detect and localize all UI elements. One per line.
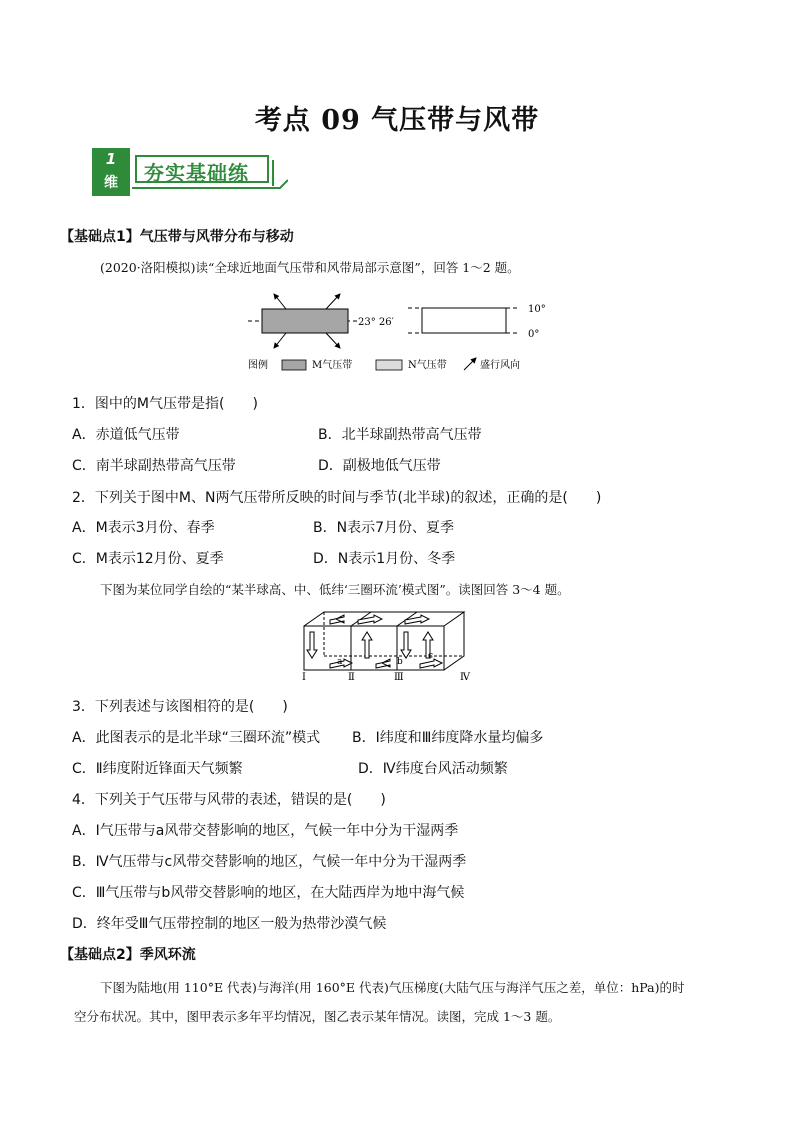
banner-badge-number: 1	[105, 150, 117, 168]
page-title: 考点 09 气压带与风带	[254, 105, 540, 136]
banner-label: 夯实基础练	[144, 161, 249, 185]
lat-label-1: Ⅰ	[302, 672, 306, 682]
banner-badge-text: 维	[104, 175, 118, 191]
q4-stem: 4．下列关于气压带与风带的表述，错误的是( )	[72, 792, 386, 808]
q3-option-b[interactable]: B．Ⅰ纬度和Ⅲ纬度降水量均偏多	[352, 730, 544, 746]
cell-c-label: c	[428, 651, 434, 661]
q1-option-a[interactable]: A．赤道低气压带	[72, 427, 180, 443]
figure-three-cell	[300, 606, 500, 682]
q1-option-c[interactable]: C．南半球副热带高气压带	[72, 458, 236, 474]
q3-option-c[interactable]: C．Ⅱ纬度附近锋面天气频繁	[72, 761, 243, 777]
intro-monsoon-line1: 下图为陆地(用 110°E 代表)与海洋(用 160°E 代表)气压梯度(大陆气压与海洋气压之差，单位：hPa)的时	[100, 980, 685, 995]
q3-stem: 3．下列表述与该图相符的是( )	[72, 699, 288, 715]
lat-label-4: Ⅳ	[460, 672, 470, 682]
q1-option-b[interactable]: B．北半球副热带高气压带	[318, 427, 482, 443]
n-belt-rect	[422, 308, 506, 333]
q1-option-d[interactable]: D．副极地低气压带	[318, 458, 441, 474]
intro-q3-4: 下图为某位同学自绘的“某半球高、中、低纬‘三圈环流’模式图”。读图回答 3～4 题。	[100, 582, 570, 597]
q2-stem: 2．下列关于图中M、N两气压带所反映的时间与季节(北半球)的叙述，正确的是( )	[72, 490, 602, 506]
legend-title: 图例	[248, 360, 268, 371]
lat-label-2: Ⅱ	[348, 672, 355, 682]
intro-monsoon-line2: 空分布状况。其中，图甲表示多年平均情况，图乙表示某年情况。读图，完成 1～3 题。	[74, 1009, 561, 1024]
q4-option-c[interactable]: C．Ⅲ气压带与b风带交替影响的地区，在大陆西岸为地中海气候	[72, 885, 465, 901]
q2-option-b[interactable]: B．N表示7月份、夏季	[313, 520, 454, 536]
lat-10-label: 10°	[528, 304, 546, 315]
section-heading-2: 【基础点2】季风环流	[60, 947, 196, 963]
figure-pressure-belts	[248, 286, 568, 376]
legend-m: M气压带	[312, 360, 353, 371]
lat-0-label: 0°	[528, 329, 540, 340]
m-belt-rect	[262, 309, 348, 333]
q1-stem: 1．图中的M气压带是指( )	[72, 396, 258, 412]
q3-option-a[interactable]: A．此图表示的是北半球“三圈环流”模式	[72, 730, 321, 746]
q3-option-d[interactable]: D．Ⅳ纬度台风活动频繁	[358, 761, 508, 777]
q2-option-d[interactable]: D．N表示1月份、冬季	[313, 551, 456, 567]
q4-option-b[interactable]: B．Ⅳ气压带与c风带交替影响的地区，气候一年中分为干湿两季	[72, 854, 467, 870]
legend-n: N气压带	[408, 360, 447, 371]
section-heading-1: 【基础点1】气压带与风带分布与移动	[60, 229, 294, 245]
q4-option-d[interactable]: D．终年受Ⅲ气压带控制的地区一般为热带沙漠气候	[72, 916, 387, 932]
q2-option-a[interactable]: A．M表示3月份、春季	[72, 520, 215, 536]
lat-label-3: Ⅲ	[394, 672, 404, 682]
q4-option-a[interactable]: A．Ⅰ气压带与a风带交替影响的地区，气候一年中分为干湿两季	[72, 823, 459, 839]
section-banner	[92, 148, 288, 196]
cell-a-label: a	[337, 657, 343, 667]
lat-23-label: 23° 26′	[358, 317, 394, 328]
intro-q1-2: (2020·洛阳模拟)读“全球近地面气压带和风带局部示意图”，回答 1～2 题。	[100, 260, 520, 275]
legend-wind: 盛行风向	[480, 360, 520, 371]
cell-b-label: b	[397, 657, 403, 667]
q2-option-c[interactable]: C．M表示12月份、夏季	[72, 551, 224, 567]
